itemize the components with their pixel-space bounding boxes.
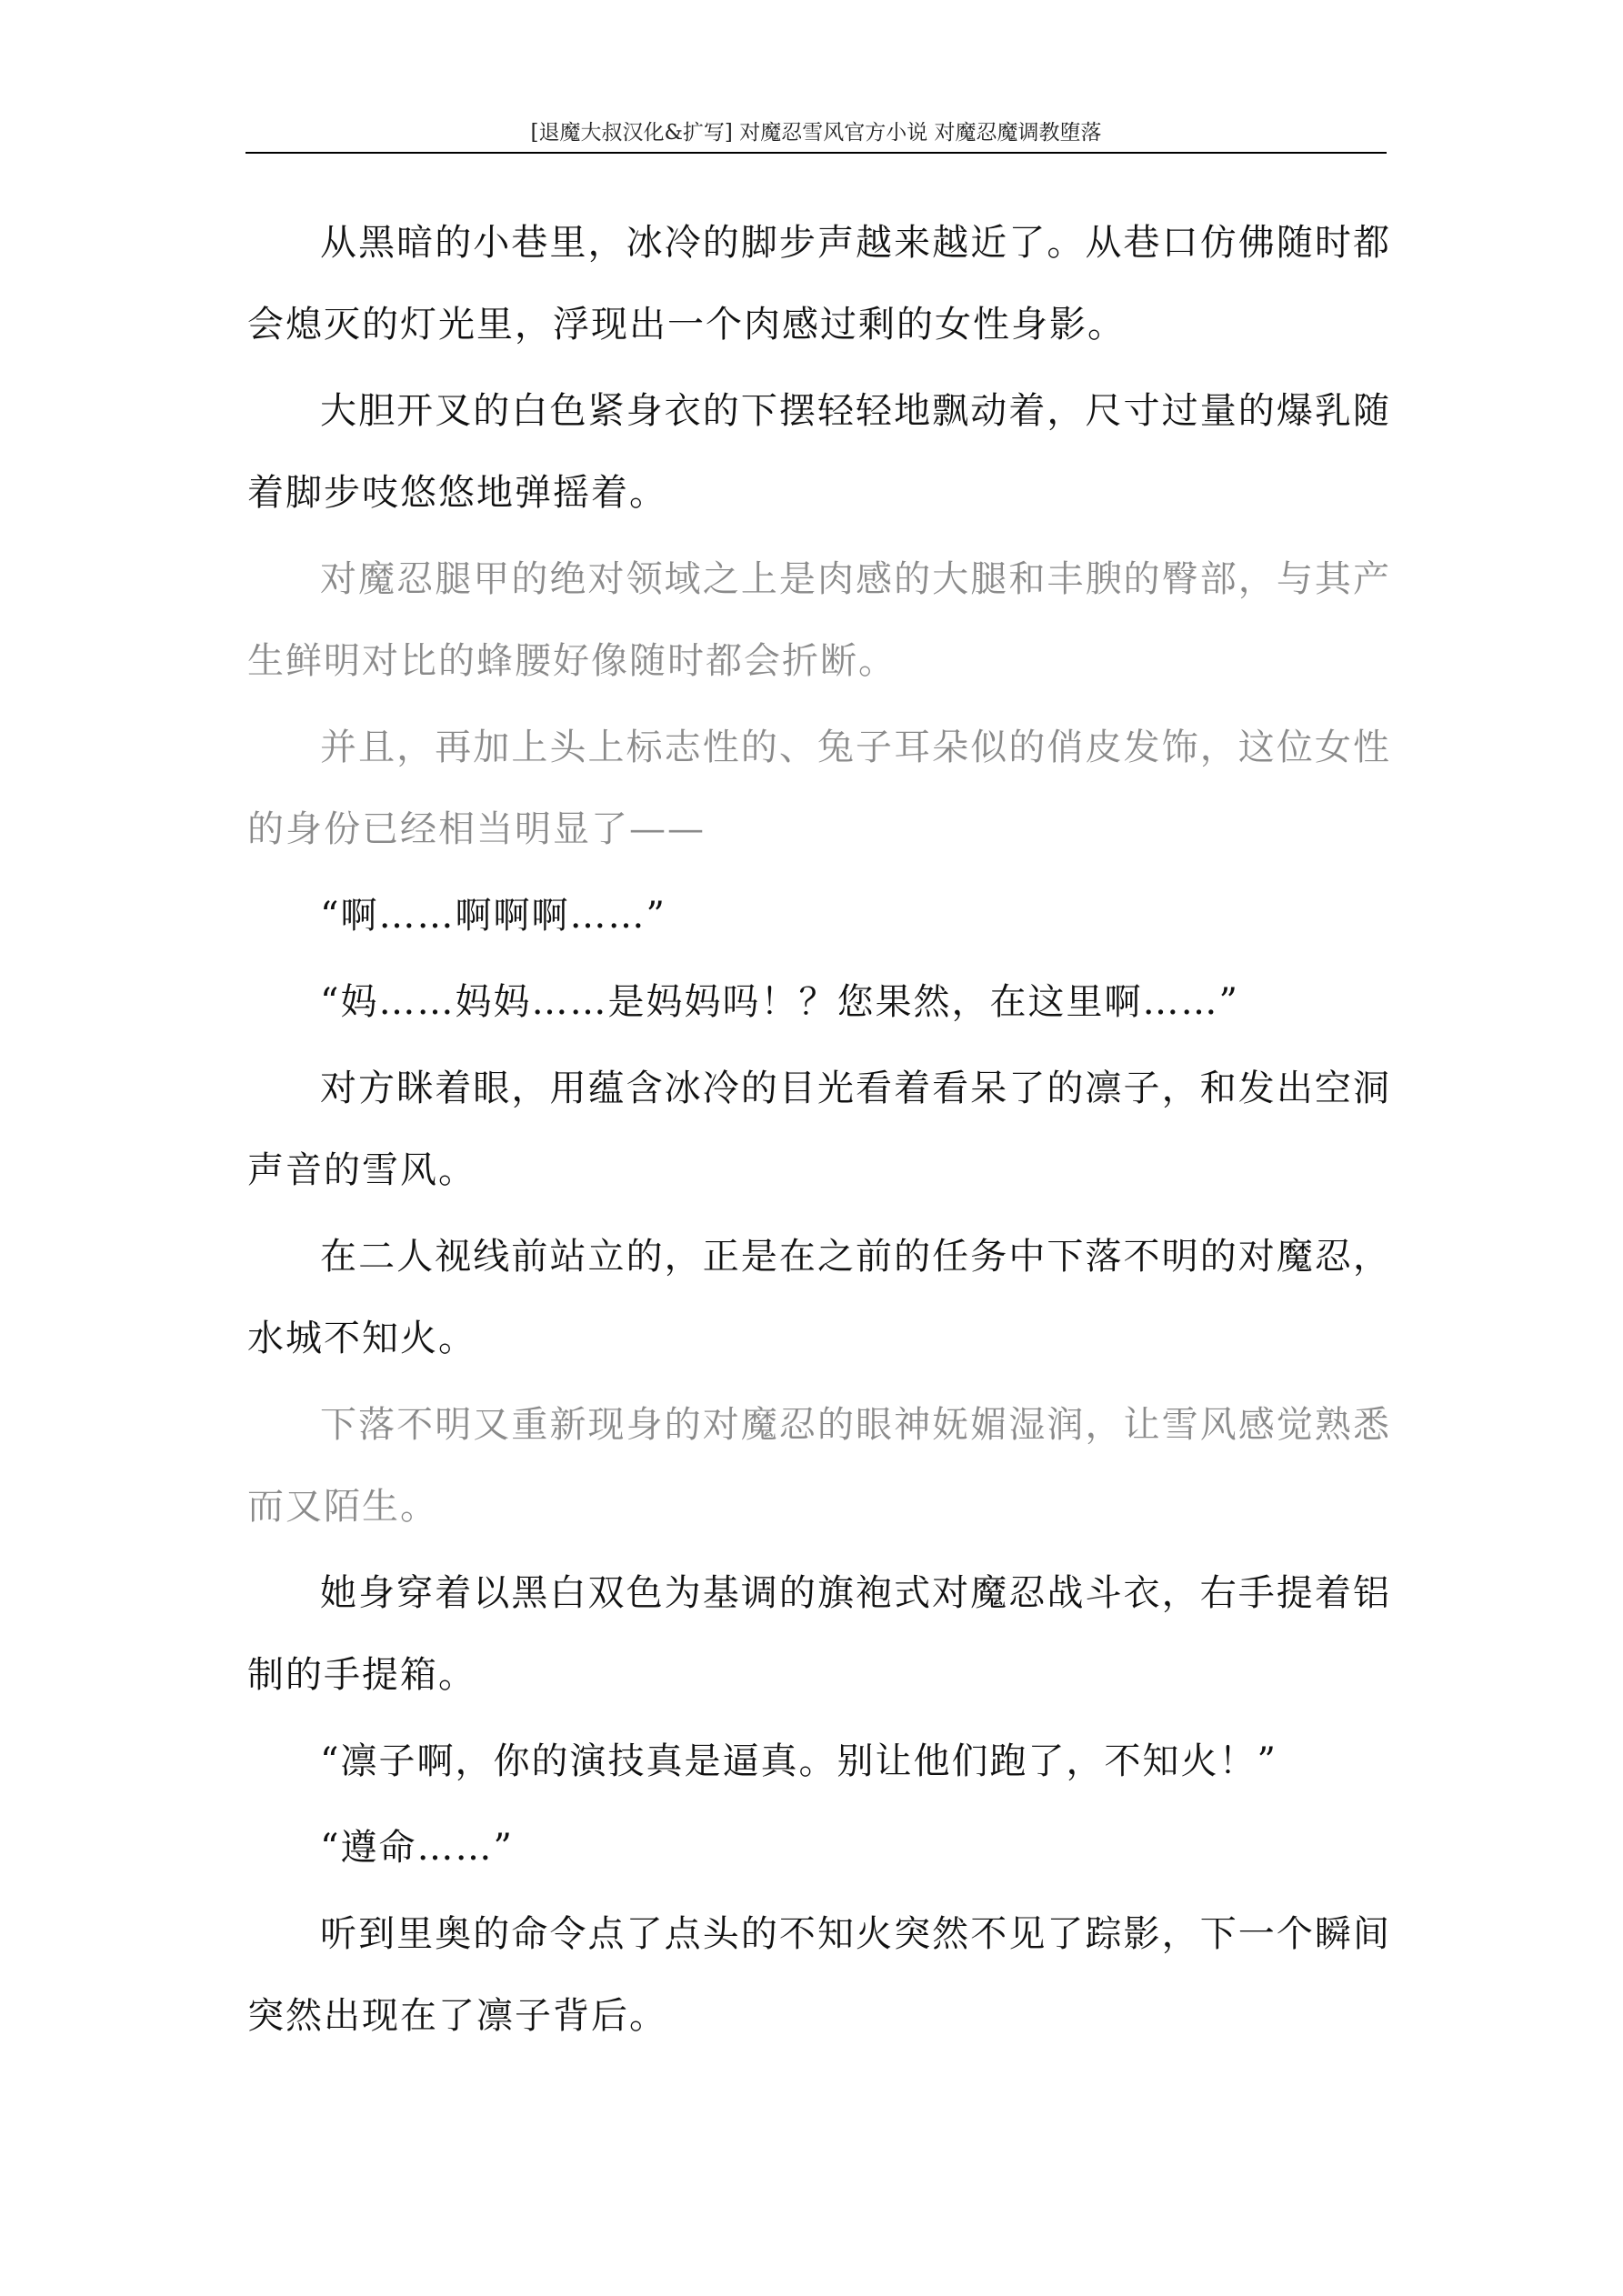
paragraph: 下落不明又重新现身的对魔忍的眼神妩媚湿润，让雪风感觉熟悉而又陌生。	[247, 1404, 1391, 1528]
paragraph: 听到里奥的命令点了点头的不知火突然不见了踪影，下一个瞬间突然出现在了凛子背后。	[247, 1913, 1391, 2037]
body-text	[247, 202, 1391, 2061]
dialogue-line: “凛子啊，你的演技真是逼真。别让他们跑了，不知火！”	[320, 1740, 1277, 1782]
dialogue-line: “妈……妈妈……是妈妈吗！？您果然，在这里啊……”	[320, 981, 1239, 1023]
paragraph: 对方眯着眼，用蕴含冰冷的目光看着看呆了的凛子，和发出空洞声音的雪风。	[247, 1068, 1391, 1191]
running-header: [退魔大叔汉化&扩写] 对魔忍雪风官方小说 对魔忍魔调教堕落	[530, 121, 1102, 145]
paragraph: 她身穿着以黑白双色为基调的旗袍式对魔忍战斗衣，右手提着铝制的手提箱。	[247, 1572, 1391, 1696]
paragraph: 大胆开叉的白色紧身衣的下摆轻轻地飘动着，尺寸过量的爆乳随着脚步吱悠悠地弹摇着。	[247, 390, 1391, 514]
paragraph: 并且，再加上头上标志性的、兔子耳朵似的俏皮发饰，这位女性的身份已经相当明显了——	[247, 727, 1391, 850]
dialogue-line: “遵命……”	[320, 1827, 514, 1869]
dialogue-line: “啊……啊啊啊……”	[320, 895, 666, 937]
paragraph: 在二人视线前站立的，正是在之前的任务中下落不明的对魔忍，水城不知火。	[247, 1236, 1391, 1359]
paragraph: 从黑暗的小巷里，冰冷的脚步声越来越近了。从巷口仿佛随时都会熄灭的灯光里，浮现出一个肉感过剩的女性身影。	[247, 222, 1391, 346]
paragraph: 对魔忍腿甲的绝对领域之上是肉感的大腿和丰腴的臀部，与其产生鲜明对比的蜂腰好像随时都会折断。	[247, 558, 1391, 682]
header-divider	[245, 152, 1387, 154]
